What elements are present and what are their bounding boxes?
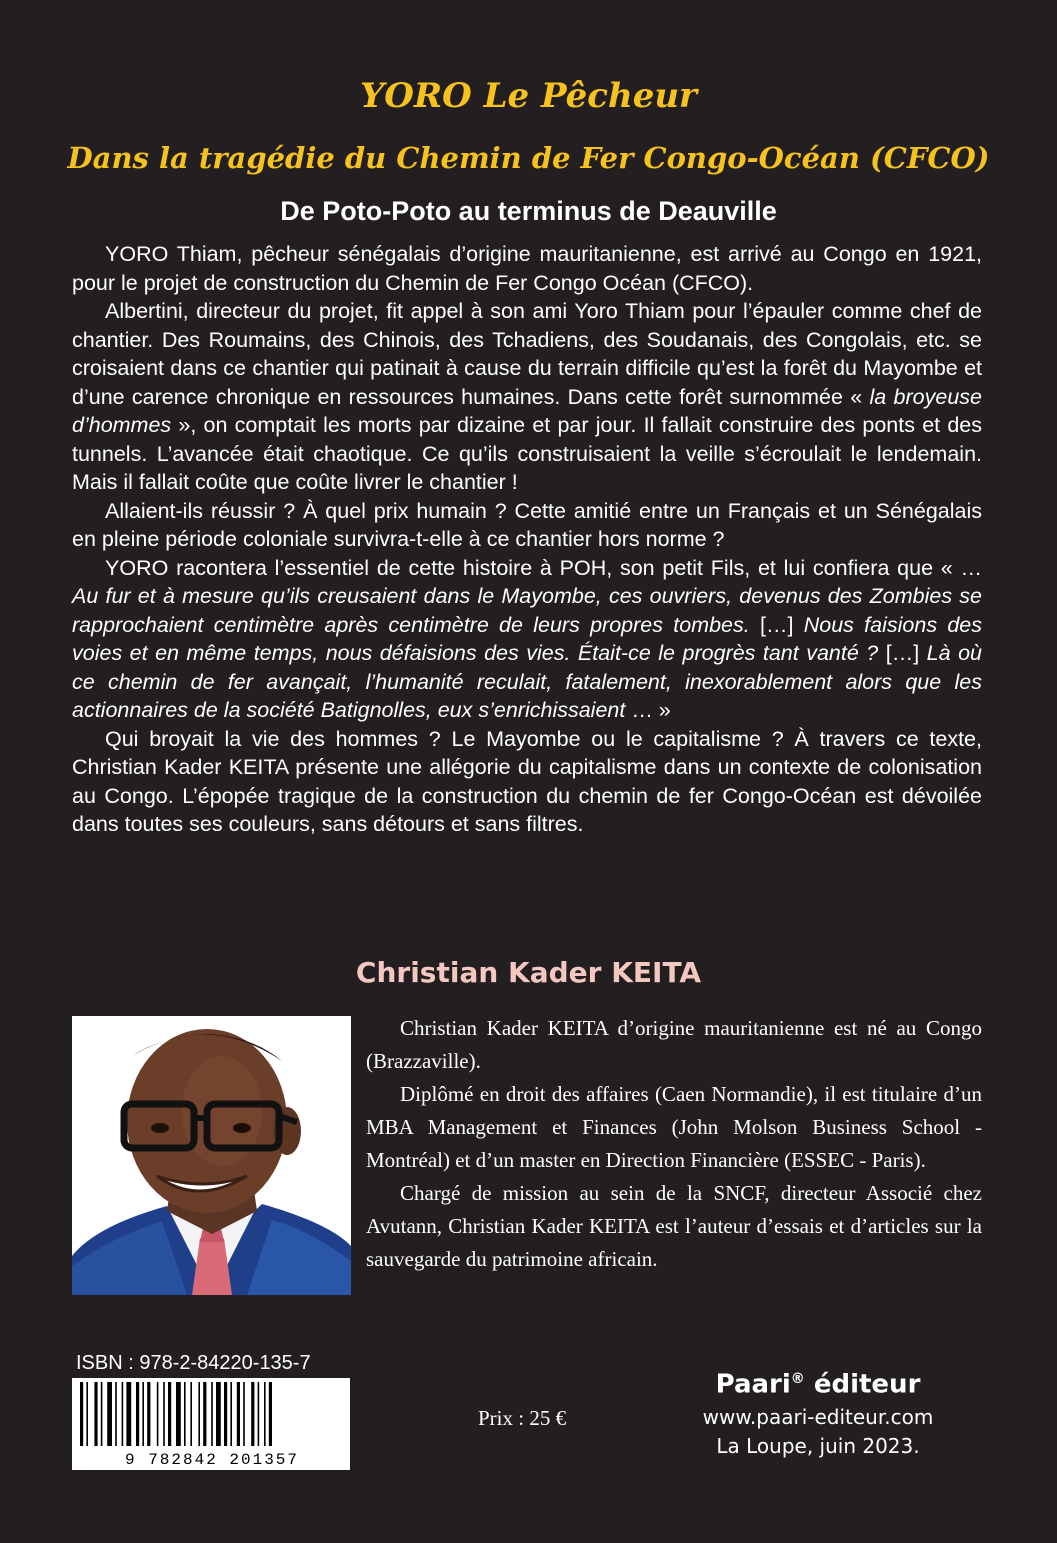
barcode-bar [176,1382,181,1446]
publisher-name-text: Paari [715,1369,791,1400]
book-subtitle: Dans la tragédie du Chemin de Fer Congo-Océan (CFCO) [67,141,990,175]
blurb-p4-intro: YORO racontera l’essentiel de cette histoire à POH, son petit Fils, et lui confiera que « … [105,555,982,580]
barcode-bar [94,1382,97,1446]
publisher-registered-mark: ® [790,1371,805,1387]
barcode-bar [198,1382,200,1446]
blurb-p4-sep-2: […] [878,641,927,665]
barcode-bar [230,1382,232,1446]
back-cover-blurb [72,240,982,839]
barcode-bar [224,1382,227,1446]
barcode-bar [184,1382,186,1446]
barcode-bar [157,1382,159,1446]
barcode-bar [251,1382,254,1446]
barcode-bar [243,1382,245,1446]
blurb-paragraph-1: YORO Thiam, pêcheur sénégalais d’origine mauritanienne, est arrivé au Congo en 1921, pour le projet de construction du Chemin de Fer Congo Océan (CFCO). [72,242,982,295]
bio-paragraph-1: Christian Kader KEITA d’origine mauritanienne est né au Congo (Brazzaville). [366,1016,982,1073]
barcode-bar [147,1382,150,1446]
blurb-paragraph-2 [72,297,982,497]
blurb-p4-quote-1: Au fur et à mesure qu’ils creusaient dans le Mayombe, ces ouvriers, devenus des Zombies se rapprochaient centimètre après centimètre de leurs propres tombes. [72,584,982,637]
blurb-p4-quote-3: Là où ce chemin de fer avançait, l’humanité reculait, fatalement, inexorablement alors que les actionnaires de la société Batignolles, eux s’enrichissaient [72,641,982,722]
author-photo [72,1016,351,1295]
barcode-bar [216,1382,221,1446]
bio-paragraph-2: Diplômé en droit des affaires (Caen Normandie), il est titulaire d’un MBA Management et Finances (John Molson Business School - Montréal) et d’un master en Direction Financière (ESSEC - Paris). [366,1082,982,1172]
barcode-digits: 9 782842 201357 [124,1451,300,1469]
barcode-bar [142,1382,144,1446]
blurb-paragraph-3: Allaient-ils réussir ? À quel prix humain ? Cette amitié entre un Français et un Sénégalais en pleine période coloniale survivra-t-elle à ce chantier hors norme ? [72,498,982,551]
publisher-block [640,1361,996,1461]
publisher-website[interactable]: www.paari-editeur.com [702,1404,934,1429]
price-label: Prix : 25 € [478,1406,567,1430]
isbn-label: ISBN : 978-2-84220-135-7 [76,1352,311,1374]
bio-paragraph-3: Chargé de mission au sein de la SNCF, directeur Associé chez Avutann, Christian Kader KEITA est l’auteur d’essais et d’articles sur la sauvegarde du patrimoine africain. [366,1181,982,1271]
publisher-suffix: éditeur [804,1369,921,1400]
blurb-p2-text-b: », on comptait les morts par dizaine et par jour. Il fallait construire des ponts et des tunnels. L’avancée était chaotique. Ce qu’ils construisaient la veille s’écroulait le lendemain. Mais il fallait coûte que coûte livrer le chantier ! [72,413,982,494]
barcode-bar [163,1382,165,1446]
author-portrait-illustration [72,1016,351,1295]
blurb-paragraph-4 [72,554,982,725]
book-title: YORO Le Pêcheur [360,76,697,116]
barcode-bar [203,1382,206,1446]
barcode-bar [86,1382,88,1446]
barcode-bar [168,1382,171,1446]
barcode-bar [115,1382,117,1446]
blurb-p2-italic: la broyeuse d’hommes [72,384,982,437]
author-name-heading: Christian Kader KEITA [355,956,702,989]
blurb-p2-text-a: Albertini, directeur du projet, fit appel à son ami Yoro Thiam pour l’épauler comme chef de chantier. Des Roumains, des Chinois, des Tchadiens, des Soudanais, des Congolais, etc. se croisaient dans ce chantier qui patinait à cause du terrain difficile qu’est la forêt du Mayombe et d’une carence chronique en ressources humaines. Dans cette forêt surnommée « [72,299,982,409]
author-biography [366,1012,982,1276]
barcode-bar [126,1382,131,1446]
barcode [72,1378,350,1470]
barcode-bar [122,1382,124,1446]
barcode-bar [211,1382,213,1446]
blurb-paragraph-5: Qui broyait la vie des hommes ? Le Mayombe ou le capitalisme ? À travers ce texte, Christian Kader KEITA présente une allégorie du capitalisme dans un contexte de colonisation au Congo. L’épopée tragique de la construction du chemin de fer Congo-Océan est dévoilée dans toutes ses couleurs, sans détours et sans filtres. [72,726,982,836]
barcode-bar [258,1382,260,1446]
barcode-bar [136,1382,139,1446]
barcode-bar [107,1382,112,1446]
barcode-bar [101,1382,103,1446]
barcode-bar [269,1382,272,1446]
barcode-bar [237,1382,240,1446]
blurb-p4-sep-1: […] [749,612,804,637]
barcode-bar [190,1382,192,1446]
blurb-p4-end: … » [625,698,671,722]
publisher-place-date: La Loupe, juin 2023. [716,1433,920,1458]
barcode-bar [80,1382,83,1446]
publisher-name [640,1361,996,1403]
barcode-bar [264,1382,266,1446]
blurb-p4-quote-2: Nous faisions des voies et en même temps, nous défaisions des vies. Était-ce le progrès tant vanté ? [72,612,982,665]
book-tagline: De Poto-Poto au terminus de Deauville [280,196,777,226]
barcode-graphic [72,1378,350,1470]
